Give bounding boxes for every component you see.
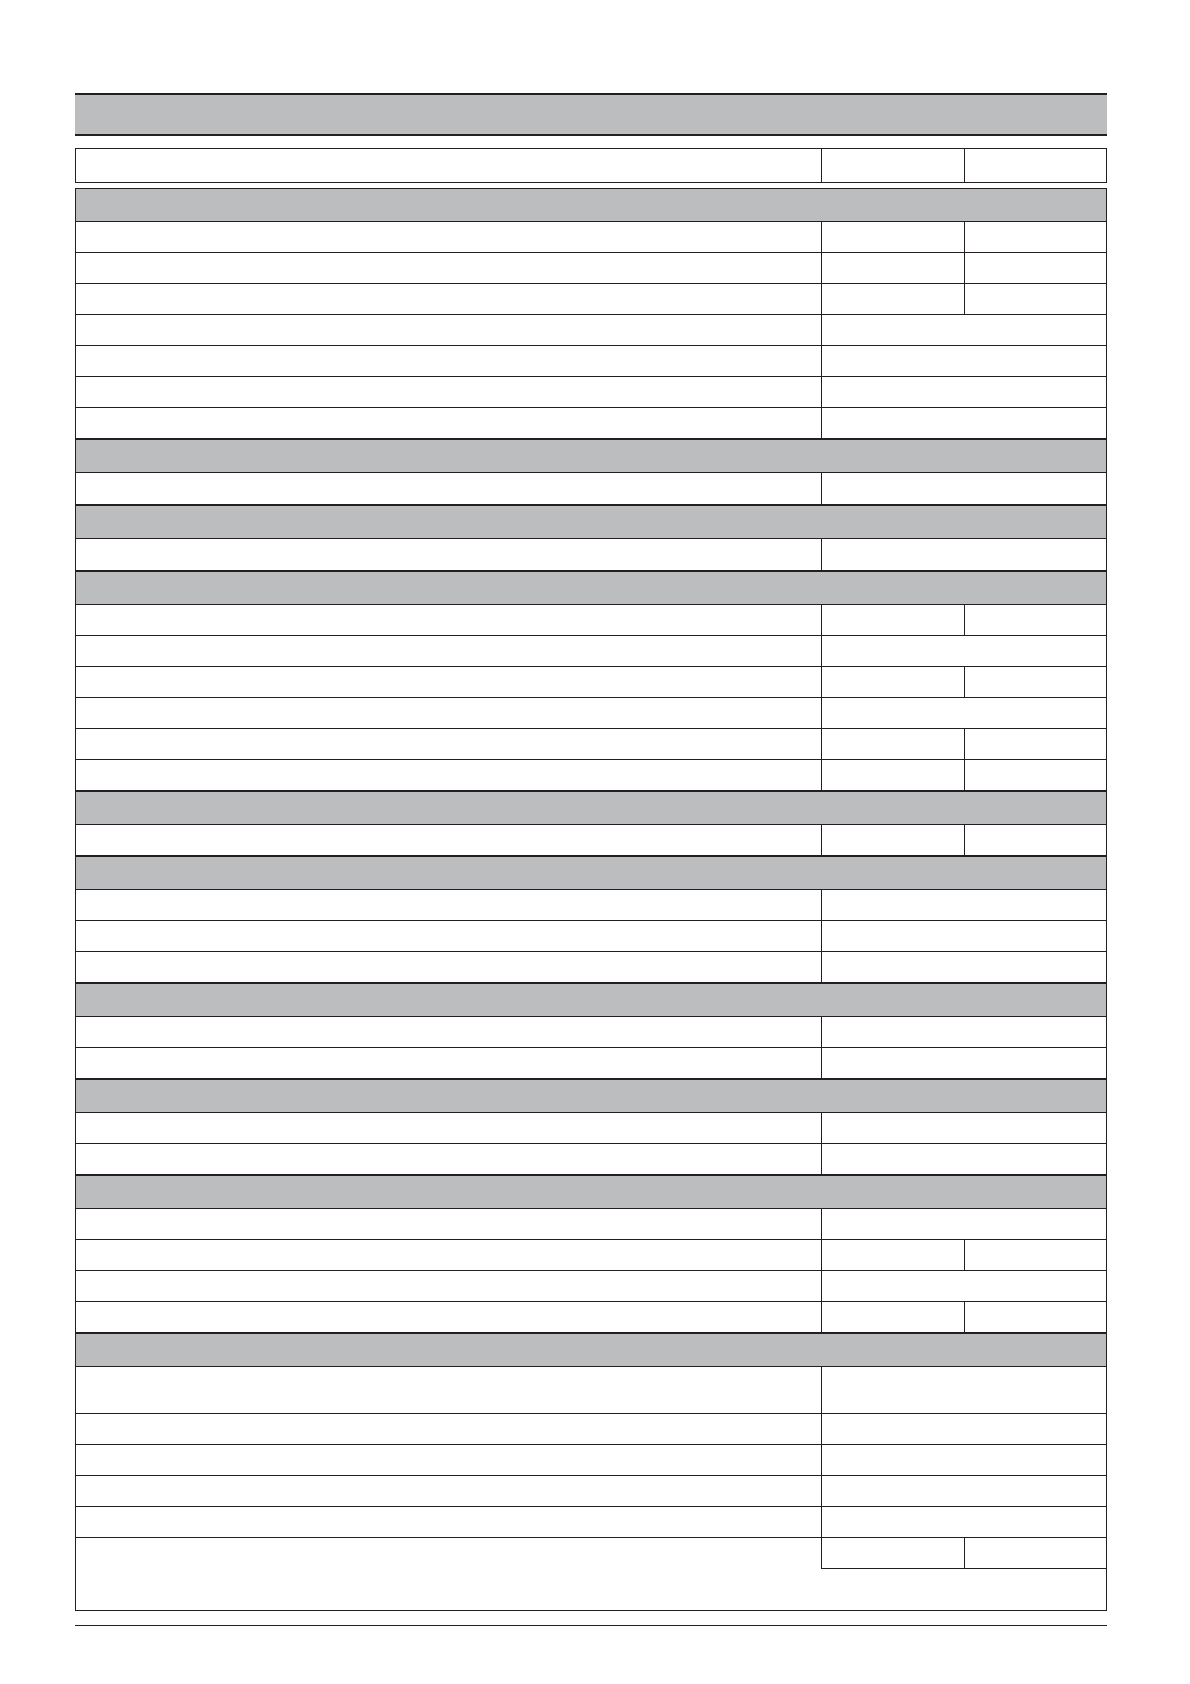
row-value-field-a[interactable] bbox=[821, 760, 964, 790]
row-value-field-b[interactable] bbox=[964, 284, 1106, 314]
row-value-field-a[interactable] bbox=[821, 667, 964, 697]
row-label-cell bbox=[76, 539, 821, 570]
form-row bbox=[76, 1414, 1106, 1445]
form-row bbox=[76, 1538, 1106, 1569]
row-value-field[interactable] bbox=[821, 539, 1106, 570]
row-value-field-a[interactable] bbox=[821, 1302, 964, 1332]
row-value-field[interactable] bbox=[821, 1048, 1106, 1078]
row-value-field-b[interactable] bbox=[964, 667, 1106, 697]
form-row bbox=[76, 253, 1106, 284]
form-table bbox=[75, 188, 1107, 1611]
section-heading-row bbox=[76, 791, 1106, 825]
row-label-cell bbox=[76, 605, 821, 635]
row-label-cell bbox=[76, 1271, 821, 1301]
form-row bbox=[76, 890, 1106, 921]
row-value-field[interactable] bbox=[821, 315, 1106, 345]
row-value-field-b[interactable] bbox=[964, 1538, 1106, 1569]
row-value-field[interactable] bbox=[821, 1209, 1106, 1239]
row-label-cell bbox=[76, 921, 821, 951]
form-row bbox=[76, 952, 1106, 983]
row-label-cell bbox=[76, 1240, 821, 1270]
form-row bbox=[76, 408, 1106, 439]
row-value-field[interactable] bbox=[821, 1144, 1106, 1174]
row-label-cell bbox=[76, 1113, 821, 1143]
row-label-cell bbox=[76, 284, 821, 314]
row-value-field-b[interactable] bbox=[964, 253, 1106, 283]
row-value-field[interactable] bbox=[821, 1017, 1106, 1047]
row-label-cell bbox=[76, 1209, 821, 1239]
row-value-field[interactable] bbox=[821, 890, 1106, 920]
row-label-cell bbox=[76, 222, 821, 252]
form-row bbox=[76, 539, 1106, 571]
form-row bbox=[76, 473, 1106, 505]
row-label-cell bbox=[76, 253, 821, 283]
form-row bbox=[76, 636, 1106, 667]
row-label-cell bbox=[76, 1302, 821, 1332]
form-row bbox=[76, 1209, 1106, 1240]
row-value-field[interactable] bbox=[821, 473, 1106, 504]
row-value-field[interactable] bbox=[821, 346, 1106, 376]
row-label-cell bbox=[76, 315, 821, 345]
row-value-field[interactable] bbox=[821, 921, 1106, 951]
row-label-cell bbox=[76, 1476, 821, 1506]
row-value-field[interactable] bbox=[821, 377, 1106, 407]
form-row bbox=[76, 346, 1106, 377]
row-value-field[interactable] bbox=[821, 1113, 1106, 1143]
row-value-field[interactable] bbox=[821, 1476, 1106, 1506]
row-value-field-b[interactable] bbox=[964, 222, 1106, 252]
row-value-field-b[interactable] bbox=[964, 825, 1106, 855]
row-value-field[interactable] bbox=[821, 408, 1106, 438]
row-label-cell bbox=[76, 698, 821, 728]
form-row bbox=[76, 698, 1106, 729]
row-value-field[interactable] bbox=[821, 1367, 1106, 1413]
section-heading-row bbox=[76, 1175, 1106, 1209]
row-value-field-a[interactable] bbox=[821, 605, 964, 635]
row-value-field-b[interactable] bbox=[964, 760, 1106, 790]
row-label-cell bbox=[76, 890, 821, 920]
footer-rule bbox=[75, 1625, 1107, 1626]
column-header-cell-a bbox=[821, 149, 964, 182]
row-value-field-b[interactable] bbox=[964, 1240, 1106, 1270]
section-heading-row bbox=[76, 983, 1106, 1017]
form-row bbox=[76, 1240, 1106, 1271]
column-header-label-cell bbox=[76, 149, 821, 182]
row-label-cell bbox=[76, 346, 821, 376]
form-row bbox=[76, 284, 1106, 315]
row-value-field-a[interactable] bbox=[821, 1240, 964, 1270]
form-row bbox=[76, 1507, 1106, 1538]
form-row bbox=[76, 315, 1106, 346]
row-value-field[interactable] bbox=[821, 1445, 1106, 1475]
form-row bbox=[76, 921, 1106, 952]
row-label-cell bbox=[76, 1538, 821, 1569]
form-row bbox=[76, 1302, 1106, 1333]
row-label-cell bbox=[76, 1144, 821, 1174]
row-label-cell bbox=[76, 1017, 821, 1047]
row-value-field-b[interactable] bbox=[964, 729, 1106, 759]
row-value-field[interactable] bbox=[821, 698, 1106, 728]
row-value-field-a[interactable] bbox=[821, 1538, 964, 1569]
row-value-field[interactable] bbox=[821, 1507, 1106, 1537]
form-row bbox=[76, 825, 1106, 856]
row-value-field[interactable] bbox=[821, 636, 1106, 666]
row-value-field[interactable] bbox=[821, 1414, 1106, 1444]
row-value-field-a[interactable] bbox=[821, 284, 964, 314]
row-label-cell bbox=[76, 377, 821, 407]
document-header-band bbox=[75, 93, 1107, 136]
row-value-field[interactable] bbox=[821, 952, 1106, 982]
row-label-cell bbox=[76, 473, 821, 504]
form-row bbox=[76, 377, 1106, 408]
row-label-cell bbox=[76, 825, 821, 855]
form-row bbox=[76, 1445, 1106, 1476]
row-label-cell bbox=[76, 1367, 821, 1413]
form-row bbox=[76, 1017, 1106, 1048]
section-heading-row bbox=[76, 571, 1106, 605]
section-heading-row bbox=[76, 856, 1106, 890]
row-label-cell bbox=[76, 729, 821, 759]
row-value-field-a[interactable] bbox=[821, 222, 964, 252]
row-label-cell bbox=[76, 636, 821, 666]
row-label-cell bbox=[76, 952, 821, 982]
form-row bbox=[76, 222, 1106, 253]
form-row bbox=[76, 667, 1106, 698]
row-label-cell bbox=[76, 1048, 821, 1078]
row-value-field-a[interactable] bbox=[821, 729, 964, 759]
row-value-field-b[interactable] bbox=[964, 605, 1106, 635]
form-row bbox=[76, 1048, 1106, 1079]
row-label-cell bbox=[76, 408, 821, 438]
form-row bbox=[76, 729, 1106, 760]
section-heading-row bbox=[76, 505, 1106, 539]
row-label-cell bbox=[76, 1414, 821, 1444]
column-header-row bbox=[75, 148, 1107, 183]
row-value-field-b[interactable] bbox=[964, 1302, 1106, 1332]
row-label-cell bbox=[76, 760, 821, 790]
section-heading-row bbox=[76, 1079, 1106, 1113]
row-value-field-a[interactable] bbox=[821, 825, 964, 855]
form-row bbox=[76, 1367, 1106, 1414]
section-heading-row bbox=[76, 1333, 1106, 1367]
form-row bbox=[76, 1476, 1106, 1507]
form-row bbox=[76, 605, 1106, 636]
column-header-cell-b bbox=[964, 149, 1106, 182]
row-label-cell bbox=[76, 1445, 821, 1475]
form-row bbox=[76, 1144, 1106, 1175]
row-value-field[interactable] bbox=[821, 1271, 1106, 1301]
row-value-field-a[interactable] bbox=[821, 253, 964, 283]
form-row bbox=[76, 1113, 1106, 1144]
row-label-cell bbox=[76, 1507, 821, 1537]
form-row bbox=[76, 1271, 1106, 1302]
row-label-cell bbox=[76, 667, 821, 697]
section-heading-row bbox=[76, 189, 1106, 222]
form-row bbox=[76, 760, 1106, 791]
section-heading-row bbox=[76, 439, 1106, 473]
